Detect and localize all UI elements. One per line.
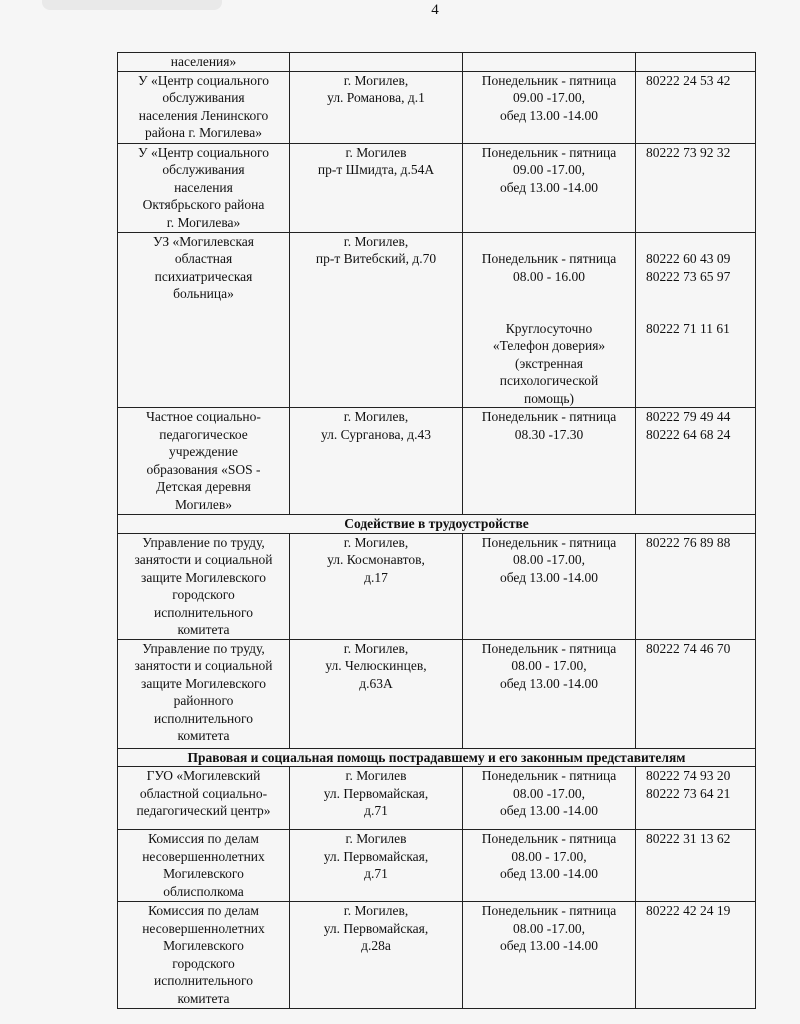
- hotline-text: Круглосуточно «Телефон доверия» (экстренная психологической помощь): [492, 320, 606, 406]
- hours-text: Понедельник - пятница 08.00 - 16.00: [481, 251, 617, 284]
- page-number: 4: [431, 2, 439, 18]
- contacts-table: [117, 52, 756, 1009]
- hotline-phone: 80222 71 11 61: [646, 320, 730, 336]
- org-cell: ГУО «Могилевский областной социально- педагогический центр»: [118, 767, 290, 830]
- phone-text: 80222 60 43 09 80222 73 65 97: [646, 251, 731, 284]
- phone-cell: 80222 24 53 42: [636, 71, 756, 143]
- table-row: [118, 53, 756, 72]
- table-row: [118, 408, 756, 515]
- hours-cell: Понедельник - пятница 08.00 - 17.00, обед 13.00 -14.00: [463, 639, 636, 748]
- phone-cell: 80222 76 89 88: [636, 533, 756, 639]
- org-cell: УЗ «Могилевская областная психиатрическая больница»: [118, 232, 290, 408]
- address-cell: г. Могилев ул. Первомайская, д.71: [290, 830, 463, 902]
- hours-cell: [463, 232, 636, 408]
- phone-cell: 80222 79 49 44 80222 64 68 24: [636, 408, 756, 515]
- section-title: Содействие в трудоустройстве: [118, 515, 756, 534]
- table-row: [118, 143, 756, 232]
- hours-cell: Понедельник - пятница 08.30 -17.30: [463, 408, 636, 515]
- phone-cell: 80222 31 13 62: [636, 830, 756, 902]
- phone-cell: [636, 232, 756, 408]
- address-cell: г. Могилев ул. Первомайская, д.71: [290, 767, 463, 830]
- hours-cell: Понедельник - пятница 09.00 -17.00, обед 13.00 -14.00: [463, 143, 636, 232]
- address-cell: г. Могилев, ул. Романова, д.1: [290, 71, 463, 143]
- table-row: [118, 902, 756, 1009]
- org-cell: Управление по труду, занятости и социальной защите Могилевского районного исполнительного комитета: [118, 639, 290, 748]
- phone-cell: [636, 53, 756, 72]
- org-cell: Комиссия по делам несовершеннолетних Могилевского городского исполнительного комитета: [118, 902, 290, 1009]
- hours-cell: Понедельник - пятница 08.00 -17.00, обед 13.00 -14.00: [463, 533, 636, 639]
- table-row: [118, 71, 756, 143]
- org-cell: У «Центр социального обслуживания населения Ленинского района г. Могилева»: [118, 71, 290, 143]
- table-row: [118, 533, 756, 639]
- hours-cell: Понедельник - пятница 08.00 -17.00, обед 13.00 -14.00: [463, 767, 636, 830]
- address-cell: [290, 53, 463, 72]
- org-cell: У «Центр социального обслуживания населения Октябрьского района г. Могилева»: [118, 143, 290, 232]
- address-cell: г. Могилев, пр-т Витебский, д.70: [290, 232, 463, 408]
- phone-cell: 80222 73 92 32: [636, 143, 756, 232]
- section-title: Правовая и социальная помощь пострадавшему и его законным представителям: [118, 748, 756, 767]
- hours-cell: Понедельник - пятница 09.00 -17.00, обед 13.00 -14.00: [463, 71, 636, 143]
- org-cell: Частное социально- педагогическое учреждение образования «SOS - Детская деревня Могилев»: [118, 408, 290, 515]
- org-cell: Комиссия по делам несовершеннолетних Могилевского облисполкома: [118, 830, 290, 902]
- address-cell: г. Могилев, ул. Первомайская, д.28а: [290, 902, 463, 1009]
- table-row: [118, 232, 756, 408]
- org-cell: населения»: [118, 53, 290, 72]
- section-header-row: [118, 515, 756, 534]
- hours-cell: [463, 53, 636, 72]
- phone-cell: 80222 74 46 70: [636, 639, 756, 748]
- phone-cell: 80222 74 93 20 80222 73 64 21: [636, 767, 756, 830]
- address-cell: г. Могилев, ул. Космонавтов, д.17: [290, 533, 463, 639]
- hours-cell: Понедельник - пятница 08.00 - 17.00, обед 13.00 -14.00: [463, 830, 636, 902]
- address-cell: г. Могилев, ул. Челюскинцев, д.63А: [290, 639, 463, 748]
- address-cell: г. Могилев, ул. Сурганова, д.43: [290, 408, 463, 515]
- table-row: [118, 767, 756, 830]
- table-row: [118, 639, 756, 748]
- address-cell: г. Могилев пр-т Шмидта, д.54А: [290, 143, 463, 232]
- hours-cell: Понедельник - пятница 08.00 -17.00, обед 13.00 -14.00: [463, 902, 636, 1009]
- table-row: [118, 830, 756, 902]
- org-cell: Управление по труду, занятости и социальной защите Могилевского городского исполнительного комитета: [118, 533, 290, 639]
- phone-cell: 80222 42 24 19: [636, 902, 756, 1009]
- section-header-row: [118, 748, 756, 767]
